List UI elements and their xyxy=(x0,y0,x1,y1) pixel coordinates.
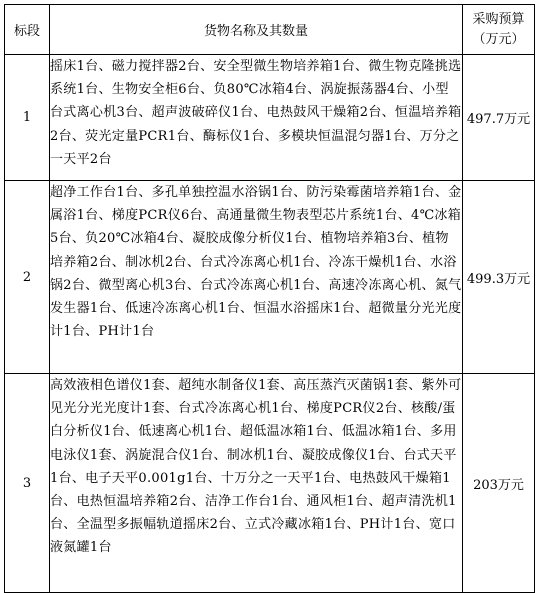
header-goods: 货物名称及其数量 xyxy=(50,5,463,55)
budget-value: 499.3万元 xyxy=(463,181,535,374)
section-number: 2 xyxy=(5,181,50,374)
goods-list: 摇床1台、磁力搅拌器2台、安全型微生物培养箱1台、微生物克隆挑选系统1台、生物安全柜6台、负80℃冰箱4台、涡旋振荡器4台、小型台式离心机3台、超声波破碎仪1台、电热鼓风干燥箱2台、恒温培养箱2台、荧光定量PCR1台、酶标仪1台、多模块恒温混匀器1台、万分之一天平2台 xyxy=(50,55,463,181)
goods-list: 高效液相色谱仪1套、超纯水制备仪1套、高压蒸汽灭菌锅1套、紫外可见光分光光度计1套、台式冷冻离心机1台、梯度PCR仪2台、核酸/蛋白分析仪1台、低速离心机1台、超低温冰箱1台、低温冰箱1台、多用电泳仪1套、涡旋混合仪1台、制冰机1台、凝胶成像仪1台、台式天平1台、电子天平0.001g1台、十万分之一天平1台、电热鼓风干燥箱1台、电热恒温培养箱2台、洁净工作台1台、通风柜1台、超声清洗机1台、全温型多振幅轨道摇床2台、立式冷藏冰箱1台、PH计1台、宽口液氮罐1台 xyxy=(50,374,463,593)
header-budget: 采购预算（万元） xyxy=(463,5,535,55)
budget-value: 497.7万元 xyxy=(463,55,535,181)
table-row xyxy=(5,181,535,374)
budget-value: 203万元 xyxy=(463,374,535,593)
section-number: 3 xyxy=(5,374,50,593)
header-section: 标段 xyxy=(5,5,50,55)
table-row xyxy=(5,374,535,593)
header-row xyxy=(5,5,535,55)
goods-list: 超净工作台1台、多孔单独控温水浴锅1台、防污染霉菌培养箱1台、金属浴1台、梯度PCR仪6台、高通量微生物表型芯片系统1台、4℃冰箱5台、负20℃冰箱4台、凝胶成像分析仪1台、植物培养箱3台、植物培养箱2台、制冰机2台、台式冷冻离心机1台、冷冻干燥机1台、水浴锅2台、微型离心机3台、台式冷冻离心机1台、高速冷冻离心机、氮气发生器1台、低速冷冻离心机1台、恒温水浴摇床1台、超微量分光光度计1台、PH计1台 xyxy=(50,181,463,374)
table-row xyxy=(5,55,535,181)
section-number: 1 xyxy=(5,55,50,181)
procurement-table xyxy=(4,4,535,593)
